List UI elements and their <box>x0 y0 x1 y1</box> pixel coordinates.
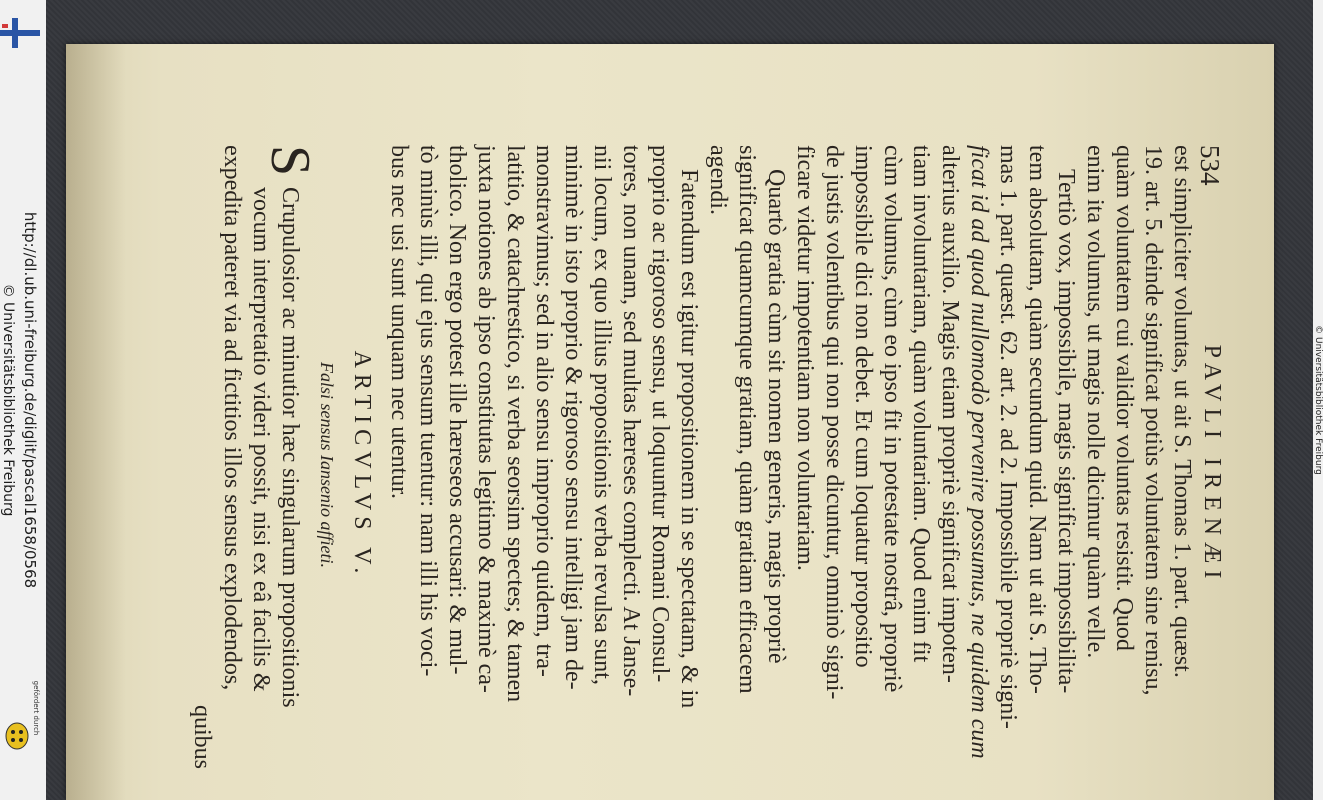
text-line: quàm voluntatem cui validior voluntas resistit. Quod <box>1111 145 1137 651</box>
text-line: de justis volentibus qui non posse dicuntur, omninò signi- <box>821 145 847 700</box>
text-line: enim ita volumus, ut magis nolle dicimur quàm velle. <box>1082 145 1108 659</box>
text-line: cùm volumus, cùm eo ipso fit in potestate nostrâ, propriè <box>879 145 905 693</box>
text-line: significat quamcumque gratiam, quàm gratiam efficacem <box>734 145 760 694</box>
text-line: tò minùs illi, qui ejus sensum tuentur: nam illi his voci- <box>415 145 441 677</box>
text-line: impossibile dici non debet. Et cum loquatur propositio <box>850 145 876 668</box>
flag-logo-icon <box>0 18 40 48</box>
page-number: 534 <box>1195 145 1225 186</box>
viewer-url[interactable]: http://dl.ub.uni-freiburg.de/diglit/pascal1658/0568 <box>21 211 39 589</box>
text-line: Tertiò vox, impossibile, magis significat impossibilita- <box>1053 169 1079 694</box>
running-head: PAVLI IRENÆI <box>1199 344 1225 586</box>
text-line: tem absolutam, quàm secundum quid. Nam ut ait S. Tho- <box>1024 145 1050 694</box>
text-line: est simpliciter voluntas, ut ait S. Thomas 1. part. quæst. <box>1169 145 1195 678</box>
text-line: Crupulosior ac minutior hæc singularum propositionis <box>277 187 303 708</box>
text-line: expedita pateret via ad fictitios illos sensus explodendos, <box>219 145 245 691</box>
viewer-left-strip <box>0 0 46 800</box>
text-line: mas 1. part. quæst. 62. art. 2. ad 2. Impossibile propriè signi- <box>995 145 1021 729</box>
text-line: ficare videtur impotentiam non voluntariam. <box>792 145 818 571</box>
text-line: bus nec usi sunt unquam nec utentur. <box>386 145 412 499</box>
text-line: monstravimus; sed in alio sensu improprio quidem, tra- <box>531 145 557 677</box>
article-title: ARTICVLVS V. <box>349 350 375 580</box>
text-line: 19. art. 5. deinde significat potiùs voluntatem sine renisu, <box>1140 145 1166 696</box>
text-line: tholico. Non ergo potest ille hæreseos accusari: & mul- <box>444 145 470 675</box>
funded-by-label: gefördert durch <box>32 680 40 736</box>
drop-cap: S <box>259 145 321 177</box>
text-line: agendi. <box>705 145 731 215</box>
text-line: latitio, & catachrestico, si verba seorsim spectes; & tamen <box>502 145 528 703</box>
text-line: Fatendum est igitur propositionem in se spectatam, & in <box>676 169 702 709</box>
institution-credit: © Universitätsbibliothek Freiburg <box>0 283 16 517</box>
dfg-logo-icon <box>5 722 29 750</box>
article-subtitle: Falsi sensus Iansenio affieti. <box>317 362 337 568</box>
text-line: alterius auxilio. Magis etiam propriè significat impoten- <box>937 145 963 683</box>
page-gutter-shadow <box>66 44 126 800</box>
text-line: tores, non unam, sed multas hæreses complecti. At Janse- <box>618 145 644 697</box>
page-header <box>1195 145 1225 785</box>
text-line: Quartò gratia cùm sit nomen generis, magis propriè <box>763 169 789 664</box>
text-line: proprio ac rigoroso sensu, ut loquuntur Romani Consul- <box>647 145 673 683</box>
text-line: vocum interpretatio videri possit, nisi ex eâ facilis & <box>248 187 274 692</box>
text-line: ficat id ad quod nullomodò pervenire possumus, ne quidem cum <box>966 145 992 759</box>
text-line: tiam involuntariam, quàm voluntariam. Quod enim fit <box>908 145 934 663</box>
text-line: minimè in isto proprio & rigoroso sensu intelligi jam de- <box>560 145 586 690</box>
text-line: juxta notiones ab ipso constitutas legitimo & maximè ca- <box>473 145 499 693</box>
page-text-block <box>189 145 1225 785</box>
right-strip-text: © Universitätsbibliothek Freiburg <box>1313 325 1323 475</box>
text-line: nii locum, ex quo illius propositionis verba revulsa sunt, <box>589 145 615 685</box>
catchword: quibus <box>189 705 215 770</box>
viewer-right-strip <box>1313 0 1323 800</box>
